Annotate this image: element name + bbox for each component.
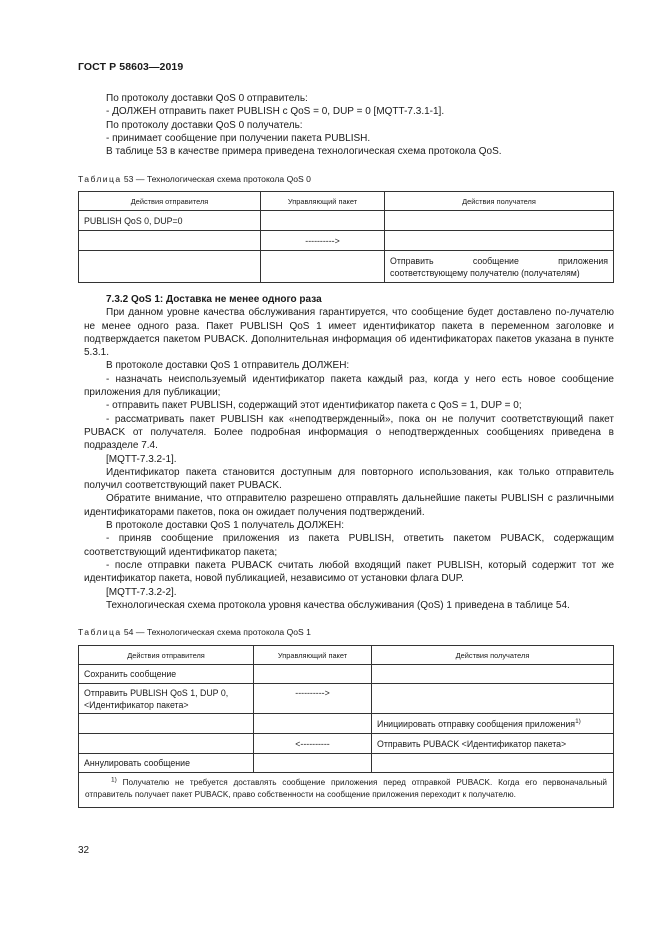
table-footnote	[79, 773, 614, 808]
table-cell-text: Инициировать отправку сообщения приложения	[377, 718, 576, 729]
table-footnote-row	[79, 773, 614, 808]
paragraph: - назначать неиспользуемый идентификатор пакета каждый раз, когда у него есть новое сообщение приложения для публикации;	[84, 373, 614, 399]
table-cell: PUBLISH QoS 0, DUP=0	[79, 211, 261, 231]
table53-caption	[78, 174, 311, 185]
table-row	[79, 684, 614, 714]
table-cell: Отправить сообщение приложения соответствующему получателю (получателям)	[385, 251, 614, 283]
table-cell: Аннулировать сообщение	[79, 754, 254, 773]
table-cell: ---------->	[254, 684, 372, 714]
table-row	[79, 714, 614, 734]
table-cell	[385, 211, 614, 231]
table-cell	[79, 714, 254, 734]
table-row	[79, 231, 614, 251]
table-cell	[254, 754, 372, 773]
paragraph: Идентификатор пакета становится доступным для повторного использования, как только отправитель получил соответствующий пакет PUBACK.	[84, 466, 614, 492]
intro-line: По протоколу доставки QoS 0 получатель:	[106, 119, 303, 131]
table-row	[79, 754, 614, 773]
table-cell	[385, 231, 614, 251]
paragraph: - отправить пакет PUBLISH, содержащий этот идентификатор пакета с QoS = 1, DUP = 0;	[106, 400, 522, 412]
table-header-cell: Действия получателя	[372, 646, 614, 665]
intro-line: - ДОЛЖЕН отправить пакет PUBLISH с QoS = 0, DUP = 0 [MQTT-7.3.1-1].	[106, 106, 445, 118]
table-cell	[372, 714, 614, 734]
paragraph: - приняв сообщение приложения из пакета PUBLISH, ответить пакетом PUBACK, содержащим соответствующий идентификатор пакета;	[84, 533, 614, 558]
table-cell	[372, 754, 614, 773]
intro-line: В таблице 53 в качестве примера приведена технологическая схема протокола QoS.	[106, 146, 502, 158]
table-header-cell: Действия отправителя	[79, 192, 261, 211]
paragraph: - рассматривать пакет PUBLISH как «неподтвержденный», пока он не получит соответствующий пакет PUBACK от получателя. Более подробная информация о неподтвержденных сообщениях приведена в подразделе 7.4.	[84, 413, 614, 452]
paragraph: - после отправки пакета PUBACK считать любой входящий пакет PUBLISH, который содержит тот же идентификатор пакета, новой публикацией, независимо от установки флага DUP.	[84, 559, 614, 585]
table-cell	[254, 665, 372, 684]
table-header-row	[79, 646, 614, 665]
table54-caption-text: 54 — Технологическая схема протокола QoS 1	[121, 627, 311, 637]
table-cell	[261, 211, 385, 231]
paragraph: В протоколе доставки QoS 1 отправитель ДОЛЖЕН:	[106, 360, 350, 372]
table-header-cell: Управляющий пакет	[254, 646, 372, 665]
paragraph: При данном уровне качества обслуживания гарантируется, что сообщение будет доставлено по-лучателю не менее одного раза. Пакет PUBLISH QoS 1 имеет идентификатор пакета в переменном заголовке и подтверждается пакетом PUBACK. Дополнительная информация об идентификаторах пакетов указана в пункте 5.3.1.	[84, 307, 614, 359]
table-cell: Сохранить сообщение	[79, 665, 254, 684]
intro-block	[84, 92, 614, 158]
table-row	[79, 251, 614, 283]
table-row	[79, 665, 614, 684]
document-header: ГОСТ Р 58603—2019	[78, 61, 184, 73]
table53-caption-word: Таблица	[78, 174, 122, 184]
table54-caption	[78, 627, 311, 638]
table-cell	[261, 251, 385, 283]
table-cell: Отправить PUBACK <Идентификатор пакета>	[372, 734, 614, 754]
table-header-cell: Управляющий пакет	[261, 192, 385, 211]
table-cell: <----------	[254, 734, 372, 754]
intro-line: - принимает сообщение при получении пакета PUBLISH.	[106, 132, 371, 144]
table-header-row	[79, 192, 614, 211]
table-cell: Отправить PUBLISH QoS 1, DUP 0, <Идентификатор пакета>	[79, 684, 254, 714]
table-cell	[372, 665, 614, 684]
table-row	[79, 211, 614, 231]
section-7-3-2	[84, 293, 614, 612]
table-cell	[372, 684, 614, 714]
table-header-cell: Действия получателя	[385, 192, 614, 211]
table-header-cell: Действия отправителя	[79, 646, 254, 665]
page-number: 32	[78, 845, 90, 856]
paragraph: Технологическая схема протокола уровня качества обслуживания (QoS) 1 приведена в таблице 54.	[106, 599, 570, 611]
paragraph: Обратите внимание, что отправителю разрешено отправлять дальнейшие пакеты PUBLISH с различными идентификаторами пакетов, пока он ожидает получения подтверждений.	[84, 493, 614, 518]
table53	[78, 191, 614, 283]
table-cell	[79, 231, 261, 251]
footnote-mark: 1)	[111, 776, 117, 784]
paragraph: В протоколе доставки QoS 1 получатель ДОЛЖЕН:	[106, 520, 344, 532]
table-cell: ---------->	[261, 231, 385, 251]
table54-caption-word: Таблица	[78, 627, 122, 637]
paragraph: [MQTT-7.3.2-1].	[106, 453, 177, 465]
section-heading: 7.3.2 QoS 1: Доставка не менее одного раза	[106, 294, 322, 305]
table53-caption-text: 53 — Технологическая схема протокола QoS 0	[121, 174, 311, 184]
footnote-text: Получателю не требуется доставлять сообщение приложения перед отправкой PUBACK. Когда его первоначальный отправитель получает пакет PUBACK, право собственности на сообщение приложения переходит к получателю.	[85, 778, 607, 800]
table-cell	[79, 251, 261, 283]
intro-line: По протоколу доставки QoS 0 отправитель:	[106, 93, 308, 104]
table54	[78, 645, 614, 808]
table-cell	[254, 714, 372, 734]
footnote-ref: 1)	[575, 717, 581, 725]
paragraph: [MQTT-7.3.2-2].	[106, 586, 177, 598]
table-row	[79, 734, 614, 754]
table-cell	[79, 734, 254, 754]
